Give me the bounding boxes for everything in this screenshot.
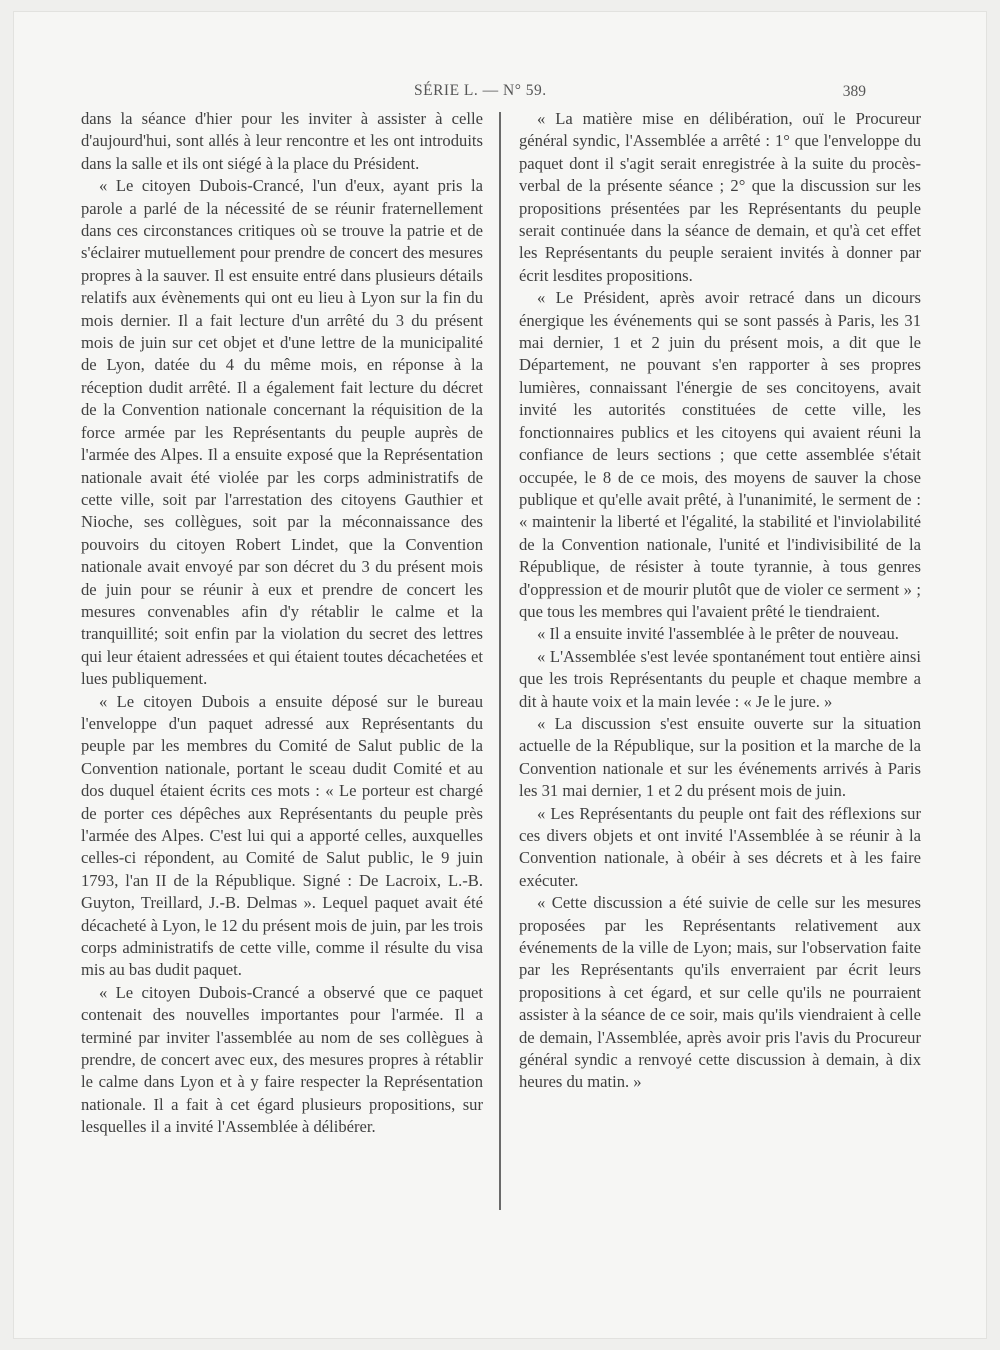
paragraph: « Le citoyen Dubois-Crancé, l'un d'eux, ayant pris la parole a parlé de la nécessité de se réunir fraternellement dans ces circonstances critiques où se trouve la patrie et de s'éclairer mutuellement pour prendre de concert des mesures propres à la sauver. Il est ensuite entré dans plusieurs détails relatifs aux évènements qui ont eu lieu à Lyon sur la fin du mois dernier. Il a fait lecture d'un arrêté du 3 du présent mois de juin sur cet objet et d'une lettre de la municipalité de Lyon, datée du 4 du même mois, en réponse à la réception dudit arrêté. Il a également fait lecture du décret de la Convention nationale concernant la réquisition de la force armée par les Représentants du peuple auprès de l'armée des Alpes. Il a ensuite exposé que la Représentation nationale avait été violée par les corps administratifs de cette ville, soit par l'arrestation des citoyens Gauthier et Nioche, ses collègues, soit par la méconnaissance des pouvoirs du citoyen Robert Lindet, que la Convention nationale avait envoyé par son décret du 3 du présent mois de juin pour se réunir à eux et prendre de concert les mesures convenables afin d'y rétablir le calme et la tranquillité; soit enfin par la violation du secret des lettres qui leur étaient adressées et qui étaient toutes décachetées et lues publiquement. [81,176,483,689]
paragraph: dans la séance d'hier pour les inviter à assister à celle d'aujourd'hui, sont allés à leur rencontre et les ont introduits dans la salle et ils ont siégé à la place du Président. [81,109,483,173]
column-divider [499,112,501,1210]
page-number: 389 [842,83,866,100]
paragraph: « Il a ensuite invité l'assemblée à le prêter de nouveau. [537,624,899,644]
paragraph: « L'Assemblée s'est levée spontanément tout entière ainsi que les trois Représentants du peuple et chaque membre a dit à haute voix et la main levée : « Je le jure. » [519,646,921,711]
paragraph: « Les Représentants du peuple ont fait des réflexions sur ces divers objets et ont invité l'Assemblée à se réunir à la Convention nationale, à obéir à ses décrets et à les faire exécuter. [519,803,921,890]
paragraph: « Le citoyen Dubois a ensuite déposé sur le bureau l'enveloppe d'un paquet adressé aux Représentants du peuple par les membres du Comité de Salut public de la Convention nationale, portant le sceau dudit Comité et au dos duquel étaient écrits ces mots : « Le porteur est chargé de porter ces dépêches aux Représentants du peuple près l'armée des Alpes. C'est lui qui a apporté celles, auxquelles celles-ci répondent, au Comité de Salut public, le 9 juin 1793, l'an II de la République. Signé : De Lacroix, L.-B. Guyton, Treillard, J.-B. Delmas ». Lequel paquet avait été décacheté à Lyon, le 12 du présent mois de juin, par les trois corps administratifs de cette ville, comme il résulte du visa mis au bas dudit paquet. [81,691,483,980]
page-sheet [14,12,986,1338]
paragraph: « Le citoyen Dubois-Crancé a observé que ce paquet contenait des nouvelles importantes pour l'armée. Il a terminé par inviter l'assemblée au nom de ses collègues à prendre, de concert avec eux, des mesures propres à rétablir le calme dans Lyon et à y faire respecter la Représentation nationale. Il a fait à cet égard plusieurs propositions, sur lesquelles il a invité l'Assemblée à délibérer. [81,982,483,1137]
running-head: SÉRIE L. — N° 59. [414,82,547,99]
paragraph: « La discussion s'est ensuite ouverte sur la situation actuelle de la République, sur la position et la marche de la Convention nationale et sur les événements arrivés à Paris les 31 mai dernier, 1 et 2 du présent mois de juin. [519,713,921,801]
right-column [519,108,921,1094]
left-column [81,108,483,1139]
paragraph: « Le Président, après avoir retracé dans un dicours énergique les événements qui se sont passés à Paris, les 31 mai dernier, 1 et 2 juin du présent mois, a dit que le Département, ne pouvant s'en rapporter à ses propres lumières, connaissant l'énergie de ses concitoyens, avait invité les autorités constituées de cette ville, les fonctionnaires publics et les citoyens qui avaient réuni la confiance de leurs sections ; que cette assemblée s'était occupée, le 8 de ce mois, des moyens de sauver la chose publique et qu'elle avait prêté, à l'unanimité, le serment de : « maintenir la liberté et l'égalité, la stabilité et l'inviolabilité de la Convention nationale, l'unité et l'indivisibilité de la République, de résister à toute tyrannie, à tous genres d'oppression et de mourir plutôt que de violer ce serment » ; que tous les membres qui l'avaient prêté le tiendraient. [519,288,921,621]
paragraph: « La matière mise en délibération, ouï le Procureur général syndic, l'Assemblée a arrêté : 1° que l'enveloppe du paquet dont il s'agit serait enregistrée à la suite du procès-verbal de la présente séance ; 2° que la discussion sur les propositions présentées par les Représentants du peuple serait continuée dans la séance de demain, et qu'à cet effet les Représentants du peuple seraient invités à donner par écrit lesdites propositions. [519,109,921,285]
paragraph: « Cette discussion a été suivie de celle sur les mesures proposées par les Représentants relativement aux événements de la ville de Lyon; mais, sur l'observation faite par les Représentants qu'ils enverraient par écrit leurs propositions à cet égard, et sur celle qu'ils ne pourraient assister à la séance de ce soir, mais qu'ils viendraient à celle de demain, l'Assemblée, après avoir pris l'avis du Procureur général syndic a renvoyé cette discussion à demain, à dix heures du matin. » [519,893,921,1092]
